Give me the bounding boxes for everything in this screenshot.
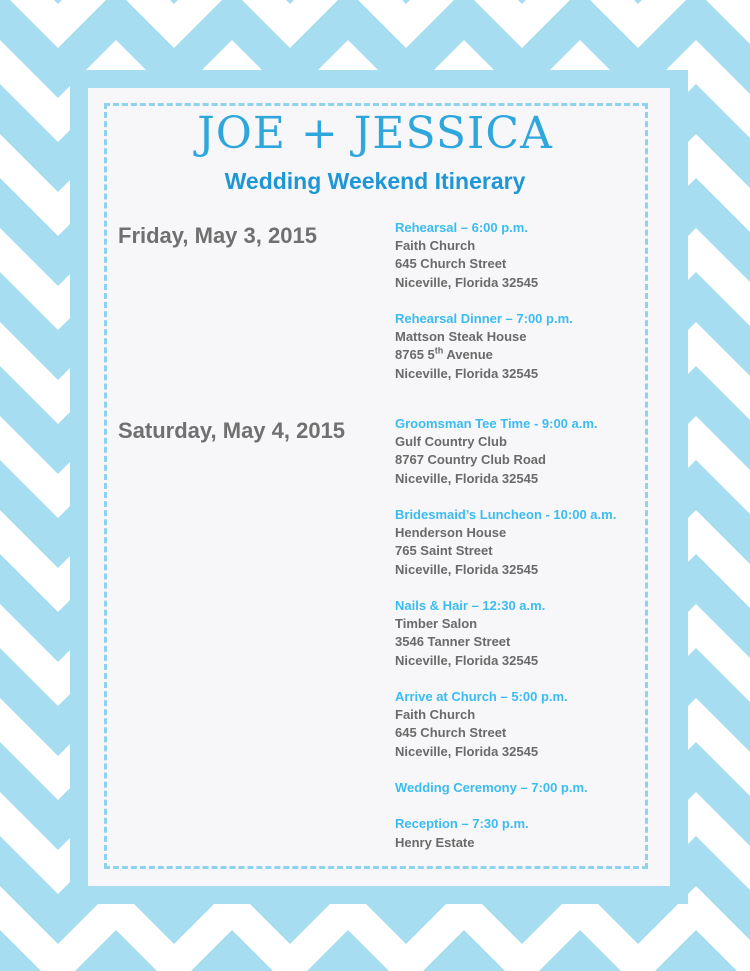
event-title: Groomsman Tee Time - 9:00 a.m. <box>395 416 598 431</box>
event-address: 645 Church Street <box>395 256 507 272</box>
event-venue: Faith Church <box>395 707 476 723</box>
event-reception <box>395 815 635 851</box>
event-wedding-ceremony <box>395 779 635 797</box>
event-city: Niceville, Florida 32545 <box>395 743 539 759</box>
event-title: Nails & Hair – 12:30 a.m. <box>395 598 546 613</box>
event-venue: Mattson Steak House <box>395 329 527 345</box>
address-ordinal: th <box>434 346 444 357</box>
event-address: 3546 Tanner Street <box>395 634 511 650</box>
event-rehearsal <box>395 219 635 292</box>
event-bridesmaids-luncheon <box>395 506 635 579</box>
event-venue: Henderson House <box>395 525 507 541</box>
event-venue: Gulf Country Club <box>395 434 507 450</box>
event-city: Niceville, Florida 32545 <box>395 365 539 381</box>
itinerary-subtitle: Wedding Weekend Itinerary <box>224 168 526 194</box>
event-title: Bridesmaid’s Luncheon - 10:00 a.m. <box>395 507 617 522</box>
event-venue: Faith Church <box>395 238 476 254</box>
event-nails-hair <box>395 597 635 670</box>
event-title: Rehearsal Dinner – 7:00 p.m. <box>395 311 573 326</box>
event-address: 765 Saint Street <box>395 543 493 559</box>
address-number: 8765 5 <box>395 347 435 363</box>
event-title: Reception – 7:30 p.m. <box>395 816 529 832</box>
event-title: Rehearsal – 6:00 p.m. <box>395 220 528 235</box>
day-heading-saturday: Saturday, May 4, 2015 <box>118 418 346 443</box>
event-title: Wedding Ceremony – 7:00 p.m. <box>395 780 588 795</box>
event-address <box>395 346 635 364</box>
event-city: Niceville, Florida 32545 <box>395 470 539 486</box>
event-venue: Timber Salon <box>395 616 478 632</box>
event-address: 8767 Country Club Road <box>395 452 546 468</box>
couple-names-title: JOE + JESSICA <box>197 108 553 159</box>
event-groomsman-tee-time <box>395 415 635 488</box>
event-address: 645 Church Street <box>395 725 507 741</box>
event-venue: Henry Estate <box>395 834 475 850</box>
day-heading-friday: Friday, May 3, 2015 <box>118 223 317 248</box>
event-title: Arrive at Church – 5:00 p.m. <box>395 689 568 704</box>
event-city: Niceville, Florida 32545 <box>395 274 539 290</box>
address-street: Avenue <box>443 347 493 363</box>
event-list <box>395 219 635 852</box>
event-city: Niceville, Florida 32545 <box>395 652 539 668</box>
event-city: Niceville, Florida 32545 <box>395 561 539 577</box>
event-rehearsal-dinner <box>395 310 635 383</box>
event-arrive-at-church <box>395 688 635 761</box>
